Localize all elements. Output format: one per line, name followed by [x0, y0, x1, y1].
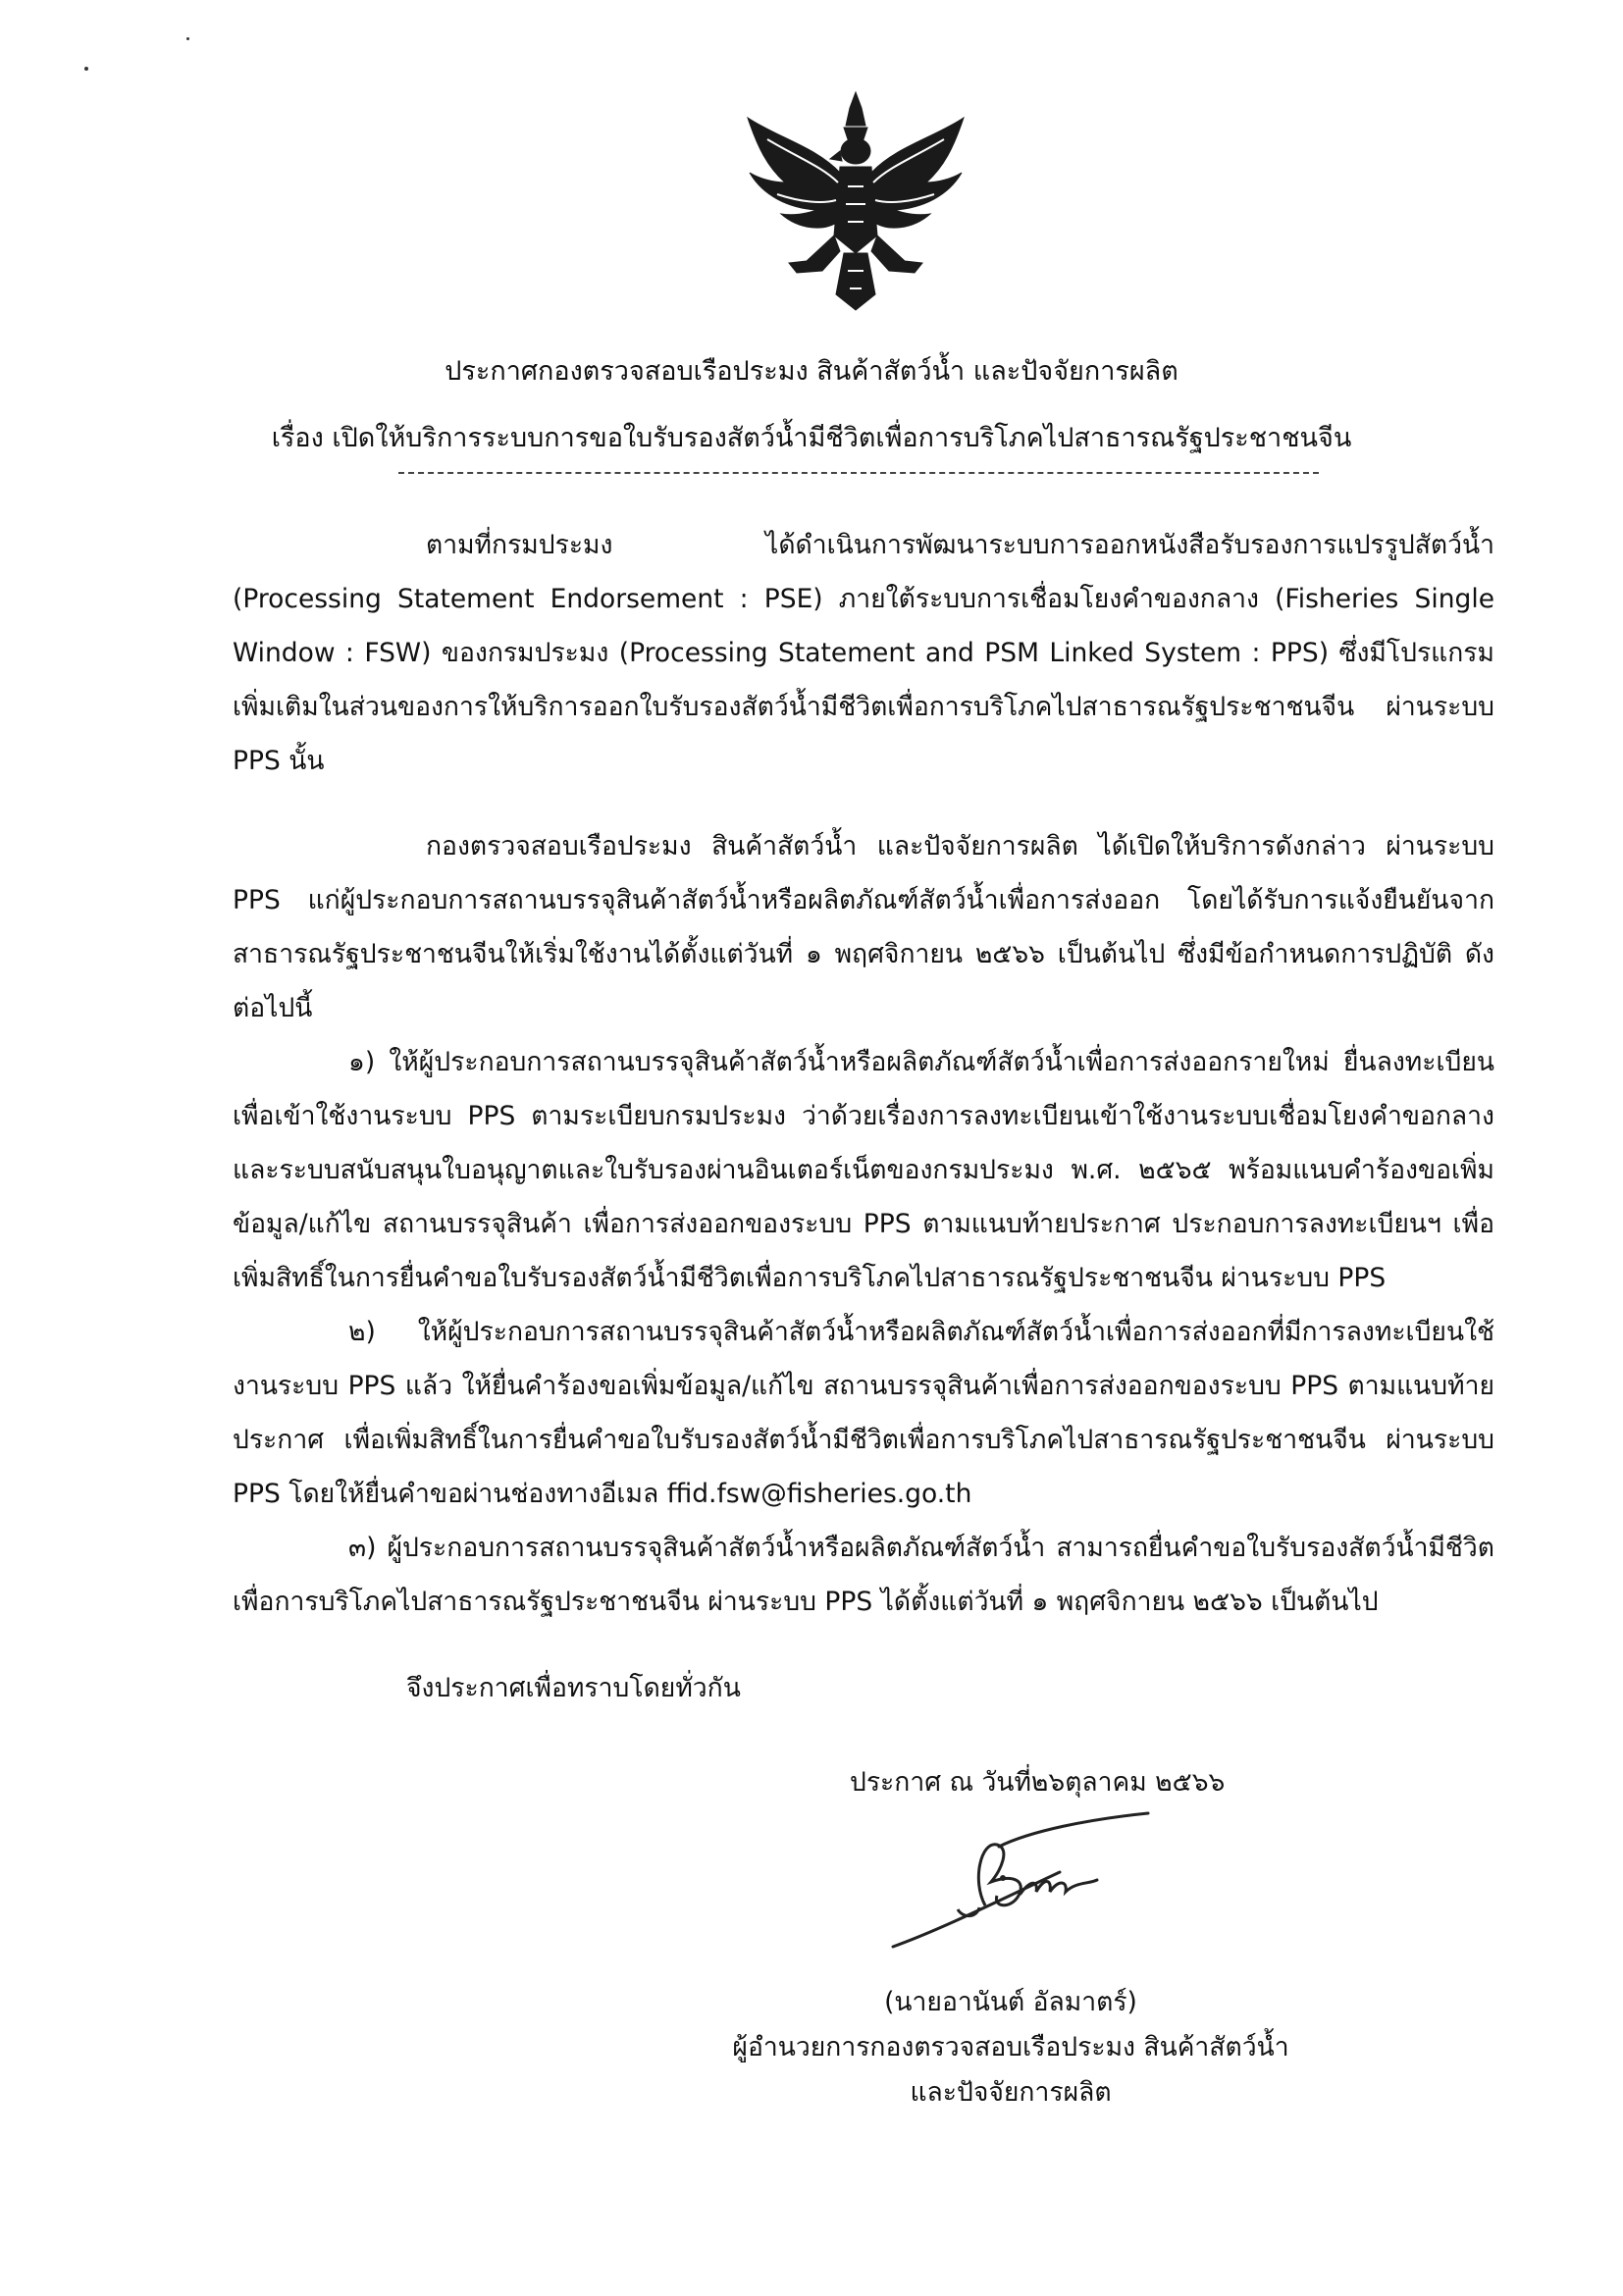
- announcement-title: ประกาศกองตรวจสอบเรือประมง สินค้าสัตว์น้ำ และปัจจัยการผลิต: [445, 356, 1178, 387]
- signatory-position-cont: และปัจจัยการผลิต: [910, 2077, 1112, 2108]
- paragraph-gap: [233, 788, 1494, 819]
- list-item-2: ๒) ให้ผู้ประกอบการสถานบรรจุสินค้าสัตว์น้ำหรือผลิตภัณฑ์สัตว์น้ำเพื่อการส่งออกที่มีการลงทะเบียนใช้งานระบบ PPS แล้ว ให้ยื่นคำร้องขอเพิ่มข้อมูล/แก้ไข สถานบรรจุสินค้าเพื่อการส่งออกของระบบ PPS ตามแนบท้ายประกาศ เพื่อเพิ่มสิทธิ์ในการยื่นคำขอใบรับรองสัตว์น้ำมีชีวิตเพื่อการบริโภคไปสาธารณรัฐประชาชนจีน ผ่านระบบ PPS โดยให้ยื่นคำขอผ่านช่องทางอีเมล ffid.fsw@fisheries.go.th: [233, 1317, 1494, 1509]
- title-divider: [398, 472, 1319, 474]
- document-body: [233, 518, 1494, 1629]
- paragraph-background: ตามที่กรมประมง ได้ดำเนินการพัฒนาระบบการออกหนังสือรับรองการแปรรูปสัตว์น้ำ (Processing Statement Endorsement : PSE) ภายใต้ระบบการเชื่อมโยงคำของกลาง (Fisheries Single Window : FSW) ของกรมประมง (Processing Statement and PSM Linked System : PPS) ซึ่งมีโปรแกรมเพิ่มเติมในส่วนของการให้บริการออกใบรับรองสัตว์น้ำมีชีวิตเพื่อการบริโภคไปสาธารณรัฐประชาชนจีน ผ่านระบบ PPS นั้น: [233, 530, 1494, 776]
- scan-speck: [84, 67, 88, 71]
- signature-block: [687, 1980, 1335, 2115]
- announcement-subject: เรื่อง เปิดให้บริการระบบการขอใบรับรองสัตว์น้ำมีชีวิตเพื่อการบริโภคไปสาธารณรัฐประชาชนจีน: [271, 423, 1352, 453]
- list-item-1: ๑) ให้ผู้ประกอบการสถานบรรจุสินค้าสัตว์น้ำหรือผลิตภัณฑ์สัตว์น้ำเพื่อการส่งออกรายใหม่ ยื่นลงทะเบียนเพื่อเข้าใช้งานระบบ PPS ตามระเบียบกรมประมง ว่าด้วยเรื่องการลงทะเบียนเข้าใช้งานระบบเชื่อมโยงคำขอกลางและระบบสนับสนุนใบอนุญาตและใบรับรองผ่านอินเตอร์เน็ตของกรมประมง พ.ศ. ๒๕๖๕ พร้อมแนบคำร้องขอเพิ่มข้อมูล/แก้ไข สถานบรรจุสินค้า เพื่อการส่งออกของระบบ PPS ตามแนบท้ายประกาศ ประกอบการลงทะเบียนฯ เพื่อเพิ่มสิทธิ์ในการยื่นคำขอใบรับรองสัตว์น้ำมีชีวิตเพื่อการบริโภคไปสาธารณรัฐประชาชนจีน ผ่านระบบ PPS: [233, 1047, 1494, 1293]
- list-item-3: ๓) ผู้ประกอบการสถานบรรจุสินค้าสัตว์น้ำหรือผลิตภัณฑ์สัตว์น้ำ สามารถยื่นคำขอใบรับรองสัตว์น้ำมีชีวิตเพื่อการบริโภคไปสาธารณรัฐประชาชนจีน ผ่านระบบ PPS ได้ตั้งแต่วันที่ ๑ พฤศจิกายน ๒๕๖๖ เป็นต้นไป: [233, 1533, 1494, 1617]
- paragraph-service-opening: กองตรวจสอบเรือประมง สินค้าสัตว์น้ำ และปัจจัยการผลิต ได้เปิดให้บริการดังกล่าว ผ่านระบบ PPS แก่ผู้ประกอบการสถานบรรจุสินค้าสัตว์น้ำหรือผลิตภัณฑ์สัตว์น้ำเพื่อการส่งออก โดยได้รับการแจ้งยืนยันจากสาธารณรัฐประชาชนจีนให้เริ่มใช้งานได้ตั้งแต่วันที่ ๑ พฤศจิกายน ๒๕๖๖ เป็นต้นไป ซึ่งมีข้อกำหนดการปฏิบัติ ดังต่อไปนี้: [233, 831, 1494, 1023]
- closing-statement: จึงประกาศเพื่อทราบโดยทั่วกัน: [406, 1673, 741, 1703]
- signatory-position: ผู้อำนวยการกองตรวจสอบเรือประมง สินค้าสัตว์น้ำ: [732, 2032, 1289, 2062]
- signatory-name: (นายอานันต์ อัลมาตร์): [884, 1987, 1137, 2017]
- handwritten-signature: [883, 1811, 1236, 1958]
- announcement-date: ประกาศ ณ วันที่๒๖ตุลาคม ๒๕๖๖: [850, 1767, 1226, 1798]
- garuda-emblem-icon: [738, 88, 973, 314]
- scan-speck: [186, 37, 189, 40]
